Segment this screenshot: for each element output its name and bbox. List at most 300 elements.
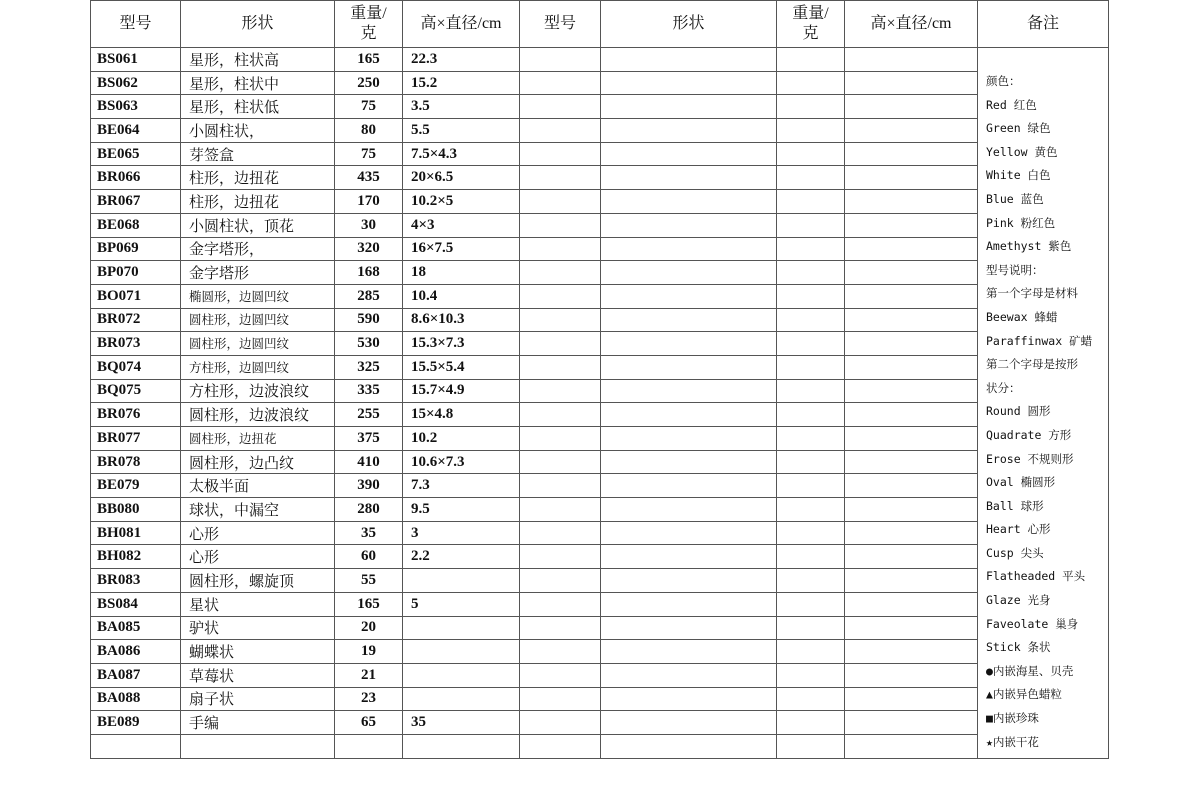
note-line: Heart 心形: [986, 522, 1051, 537]
row-dimension-right: [845, 332, 978, 356]
table-row: [91, 687, 1109, 711]
row-weight-right: [777, 119, 845, 143]
row-dimension-right: [845, 95, 978, 119]
row-dimension: 18: [403, 261, 520, 285]
note-line: 第一个字母是材料: [986, 286, 1078, 301]
table-row: [91, 166, 1109, 190]
row-weight: 165: [335, 592, 403, 616]
row-dimension: 10.2×5: [403, 190, 520, 214]
header-notes: 备注: [978, 1, 1109, 48]
note-line: Pink 粉红色: [986, 215, 1056, 230]
row-code-right: [520, 474, 601, 498]
row-code-right: [520, 640, 601, 664]
row-dimension-right: [845, 640, 978, 664]
row-shape-right: [601, 119, 777, 143]
row-weight: 375: [335, 427, 403, 451]
row-weight: 75: [335, 142, 403, 166]
row-code: BQ075: [91, 379, 181, 403]
row-weight: 320: [335, 237, 403, 261]
row-dimension: 15.3×7.3: [403, 332, 520, 356]
table-row: [91, 379, 1109, 403]
row-shape-text: 圆柱形，边圆凹纹: [189, 313, 290, 328]
row-code-right: [520, 379, 601, 403]
table-row: [91, 569, 1109, 593]
row-shape-right: [601, 569, 777, 593]
row-shape-right: [601, 427, 777, 451]
table-row: [91, 261, 1109, 285]
note-line: Erose 不规则形: [986, 451, 1074, 466]
row-shape-right: [601, 450, 777, 474]
row-shape: 扇子状: [181, 687, 335, 711]
notes-cell: [978, 48, 1109, 759]
row-shape-right: [601, 213, 777, 237]
row-code: BA087: [91, 663, 181, 687]
row-code: [91, 734, 181, 758]
table-body: [91, 48, 1109, 759]
table-row: [91, 355, 1109, 379]
row-dimension-right: [845, 142, 978, 166]
row-dimension: 9.5: [403, 498, 520, 522]
row-code-right: [520, 687, 601, 711]
row-code-right: [520, 569, 601, 593]
row-code: BE068: [91, 213, 181, 237]
row-dimension: 22.3: [403, 48, 520, 72]
row-weight-right: [777, 166, 845, 190]
row-code: BR073: [91, 332, 181, 356]
row-shape: 驴状: [181, 616, 335, 640]
row-weight: 168: [335, 261, 403, 285]
row-code-right: [520, 308, 601, 332]
row-shape: 芽签盒: [181, 142, 335, 166]
row-weight-right: [777, 640, 845, 664]
row-code-right: [520, 142, 601, 166]
row-dimension-right: [845, 48, 978, 72]
table-row: [91, 450, 1109, 474]
row-weight-right: [777, 592, 845, 616]
row-dimension: 15.7×4.9: [403, 379, 520, 403]
row-weight: 165: [335, 48, 403, 72]
row-code-right: [520, 284, 601, 308]
note-line: Faveolate 巢身: [986, 616, 1079, 631]
row-weight: 435: [335, 166, 403, 190]
note-line: Blue 蓝色: [986, 191, 1044, 206]
row-shape-right: [601, 142, 777, 166]
note-line: 颜色：: [986, 74, 1021, 88]
row-dimension-right: [845, 734, 978, 758]
row-dimension: [403, 663, 520, 687]
row-shape: 星形，柱状低: [181, 95, 335, 119]
row-dimension: 7.5×4.3: [403, 142, 520, 166]
row-dimension-right: [845, 119, 978, 143]
row-shape: 圆柱形，螺旋顶: [181, 569, 335, 593]
row-weight-right: [777, 663, 845, 687]
row-shape: 方柱形，边波浪纹: [181, 379, 335, 403]
row-dimension-right: [845, 213, 978, 237]
row-shape-right: [601, 308, 777, 332]
row-weight: 60: [335, 545, 403, 569]
row-dimension: 10.2: [403, 427, 520, 451]
row-weight: 335: [335, 379, 403, 403]
row-shape-right: [601, 190, 777, 214]
row-code: BB080: [91, 498, 181, 522]
row-shape-right: [601, 237, 777, 261]
table-row: [91, 592, 1109, 616]
table-row: [91, 616, 1109, 640]
row-code: BR066: [91, 166, 181, 190]
row-weight: 30: [335, 213, 403, 237]
note-line: 状分：: [986, 380, 1021, 395]
row-shape: 星状: [181, 592, 335, 616]
header-weight-left: [335, 1, 403, 48]
header-code-right: 型号: [520, 1, 601, 48]
row-code: BS063: [91, 95, 181, 119]
header-code-left: 型号: [91, 1, 181, 48]
header-shape-left: 形状: [181, 1, 335, 48]
note-line: 第二个字母是按形: [986, 357, 1078, 372]
table-row: [91, 284, 1109, 308]
row-shape-right: [601, 734, 777, 758]
note-line: ▲内嵌异色蜡粒: [986, 687, 1062, 702]
note-line: Cusp 尖头: [986, 545, 1044, 560]
row-code-right: [520, 355, 601, 379]
row-dimension-right: [845, 687, 978, 711]
row-shape: 柱形，边扭花: [181, 166, 335, 190]
row-code: BE065: [91, 142, 181, 166]
row-shape: 圆柱形，边波浪纹: [181, 403, 335, 427]
row-code: BA088: [91, 687, 181, 711]
note-line: Red 红色: [986, 97, 1037, 112]
row-code: BR067: [91, 190, 181, 214]
row-weight: 285: [335, 284, 403, 308]
row-dimension-right: [845, 237, 978, 261]
row-shape-right: [601, 498, 777, 522]
table-row: [91, 663, 1109, 687]
row-shape: 蝴蝶状: [181, 640, 335, 664]
row-dimension: 10.6×7.3: [403, 450, 520, 474]
row-dimension-right: [845, 427, 978, 451]
row-shape-right: [601, 284, 777, 308]
header-dim-right: 高×直径/cm: [845, 1, 978, 48]
table-row: [91, 332, 1109, 356]
row-shape-right: [601, 521, 777, 545]
row-dimension-right: [845, 71, 978, 95]
note-line: 型号说明：: [986, 262, 1044, 277]
row-dimension: [403, 616, 520, 640]
row-shape: [181, 284, 335, 308]
row-shape: [181, 355, 335, 379]
row-shape-right: [601, 616, 777, 640]
row-dimension: [403, 640, 520, 664]
row-code: BA086: [91, 640, 181, 664]
row-code: BR083: [91, 569, 181, 593]
row-shape: [181, 427, 335, 451]
row-weight-right: [777, 687, 845, 711]
row-code-right: [520, 616, 601, 640]
row-weight: 21: [335, 663, 403, 687]
header-weight-part1: 重量/: [350, 5, 387, 22]
row-dimension: 2.2: [403, 545, 520, 569]
note-line: Stick 条状: [986, 640, 1051, 655]
row-shape-right: [601, 592, 777, 616]
table-row: [91, 734, 1109, 758]
note-line: ★内嵌干花: [986, 734, 1039, 749]
row-dimension: 35: [403, 711, 520, 735]
row-weight: [335, 734, 403, 758]
note-line: Amethyst 紫色: [986, 239, 1072, 254]
row-code-right: [520, 498, 601, 522]
row-shape-right: [601, 71, 777, 95]
row-dimension-right: [845, 663, 978, 687]
row-dimension: [403, 687, 520, 711]
row-shape: 太极半面: [181, 474, 335, 498]
row-weight: 280: [335, 498, 403, 522]
row-weight-right: [777, 355, 845, 379]
header-shape-right: 形状: [601, 1, 777, 48]
row-dimension: [403, 569, 520, 593]
row-weight: 75: [335, 95, 403, 119]
row-weight: 390: [335, 474, 403, 498]
row-code-right: [520, 237, 601, 261]
row-shape-text: 椭圆形，边圆凹纹: [189, 289, 290, 304]
row-dimension-right: [845, 166, 978, 190]
row-weight-right: [777, 521, 845, 545]
row-weight-right: [777, 569, 845, 593]
table-row: [91, 427, 1109, 451]
row-dimension-right: [845, 616, 978, 640]
row-dimension-right: [845, 379, 978, 403]
note-line: Oval 椭圆形: [986, 475, 1056, 490]
row-shape-right: [601, 474, 777, 498]
row-code-right: [520, 332, 601, 356]
row-code: BS061: [91, 48, 181, 72]
note-line: Flatheaded 平头: [986, 569, 1086, 584]
row-weight-right: [777, 48, 845, 72]
row-shape-right: [601, 711, 777, 735]
row-dimension-right: [845, 190, 978, 214]
note-line: Yellow 黄色: [986, 144, 1058, 159]
row-shape: 心形: [181, 521, 335, 545]
row-shape-text: 圆柱形，边扭花: [189, 431, 277, 446]
row-weight: 23: [335, 687, 403, 711]
row-dimension-right: [845, 521, 978, 545]
row-code-right: [520, 592, 601, 616]
table-row: [91, 545, 1109, 569]
header-weight-part2-right: 克: [802, 25, 819, 42]
row-code: BP069: [91, 237, 181, 261]
row-dimension-right: [845, 545, 978, 569]
table-header-row: [91, 1, 1109, 48]
row-shape: 小圆柱状，: [181, 119, 335, 143]
row-dimension: 20×6.5: [403, 166, 520, 190]
note-line: ●内嵌海星、贝壳: [986, 663, 1074, 678]
row-shape-right: [601, 166, 777, 190]
row-code: BR072: [91, 308, 181, 332]
row-weight: 530: [335, 332, 403, 356]
row-shape: [181, 734, 335, 758]
row-code: BR076: [91, 403, 181, 427]
row-dimension: 16×7.5: [403, 237, 520, 261]
row-shape-right: [601, 332, 777, 356]
table-row: [91, 71, 1109, 95]
row-shape-right: [601, 379, 777, 403]
row-weight-right: [777, 237, 845, 261]
table-row: [91, 640, 1109, 664]
note-line: Beewax 蜂蜡: [986, 309, 1058, 324]
row-dimension-right: [845, 474, 978, 498]
row-shape: 星形，柱状高: [181, 48, 335, 72]
table-row: [91, 142, 1109, 166]
row-shape-right: [601, 687, 777, 711]
row-weight: 325: [335, 355, 403, 379]
row-shape-right: [601, 48, 777, 72]
row-dimension: 7.3: [403, 474, 520, 498]
row-shape: 柱形，边扭花: [181, 190, 335, 214]
row-shape-right: [601, 95, 777, 119]
row-weight-right: [777, 474, 845, 498]
row-dimension: 3.5: [403, 95, 520, 119]
row-dimension-right: [845, 403, 978, 427]
product-table: [90, 0, 1109, 759]
note-line: Ball 球形: [986, 498, 1044, 513]
row-shape-right: [601, 545, 777, 569]
row-dimension: 5: [403, 592, 520, 616]
row-shape: [181, 308, 335, 332]
row-shape: 草莓状: [181, 663, 335, 687]
row-weight-right: [777, 308, 845, 332]
row-code: BS084: [91, 592, 181, 616]
row-code: BA085: [91, 616, 181, 640]
row-weight-right: [777, 71, 845, 95]
row-shape: 小圆柱状，顶花: [181, 213, 335, 237]
row-shape-text: 圆柱形，边圆凹纹: [189, 337, 290, 352]
row-code: BR078: [91, 450, 181, 474]
row-dimension: 4×3: [403, 213, 520, 237]
row-shape: 心形: [181, 545, 335, 569]
row-weight-right: [777, 95, 845, 119]
row-shape-right: [601, 403, 777, 427]
row-code: BR077: [91, 427, 181, 451]
header-weight-part1-right: 重量/: [792, 5, 829, 22]
row-dimension-right: [845, 308, 978, 332]
row-code-right: [520, 734, 601, 758]
row-weight-right: [777, 213, 845, 237]
table-row: [91, 711, 1109, 735]
row-code-right: [520, 95, 601, 119]
row-shape-text: 方柱形，边圆凹纹: [189, 360, 290, 375]
row-code-right: [520, 403, 601, 427]
row-code: BQ074: [91, 355, 181, 379]
row-dimension-right: [845, 592, 978, 616]
row-weight: 35: [335, 521, 403, 545]
header-weight-right: [777, 1, 845, 48]
row-dimension: 5.5: [403, 119, 520, 143]
row-weight-right: [777, 379, 845, 403]
row-weight: 65: [335, 711, 403, 735]
row-weight-right: [777, 498, 845, 522]
row-weight-right: [777, 261, 845, 285]
table-row: [91, 48, 1109, 72]
row-weight-right: [777, 616, 845, 640]
row-code: BE089: [91, 711, 181, 735]
row-dimension: 8.6×10.3: [403, 308, 520, 332]
row-weight-right: [777, 332, 845, 356]
header-dim-left: 高×直径/cm: [403, 1, 520, 48]
row-weight-right: [777, 450, 845, 474]
row-shape: [181, 332, 335, 356]
row-dimension: 15.2: [403, 71, 520, 95]
table-row: [91, 403, 1109, 427]
row-shape: 手编: [181, 711, 335, 735]
row-code: BP070: [91, 261, 181, 285]
row-code-right: [520, 663, 601, 687]
row-dimension-right: [845, 284, 978, 308]
row-shape: 金字塔形，: [181, 237, 335, 261]
row-shape-right: [601, 663, 777, 687]
row-code-right: [520, 190, 601, 214]
row-weight-right: [777, 427, 845, 451]
row-dimension-right: [845, 261, 978, 285]
note-line: White 白色: [986, 168, 1051, 183]
row-dimension: 15.5×5.4: [403, 355, 520, 379]
product-spec-sheet: [90, 0, 1108, 759]
table-row: [91, 498, 1109, 522]
row-code: BO071: [91, 284, 181, 308]
row-weight: 20: [335, 616, 403, 640]
row-weight: 80: [335, 119, 403, 143]
row-weight: 250: [335, 71, 403, 95]
header-weight-part2: 克: [360, 25, 377, 42]
row-weight-right: [777, 545, 845, 569]
row-code-right: [520, 450, 601, 474]
row-shape-right: [601, 261, 777, 285]
row-weight: 255: [335, 403, 403, 427]
row-code: BE079: [91, 474, 181, 498]
row-weight: 170: [335, 190, 403, 214]
table-row: [91, 474, 1109, 498]
row-code-right: [520, 521, 601, 545]
note-line: Paraffinwax 矿蜡: [986, 333, 1093, 348]
row-shape: 星形，柱状中: [181, 71, 335, 95]
row-dimension-right: [845, 569, 978, 593]
note-line: Round 圆形: [986, 404, 1051, 419]
row-dimension-right: [845, 450, 978, 474]
row-dimension: 15×4.8: [403, 403, 520, 427]
table-row: [91, 213, 1109, 237]
row-weight: 410: [335, 450, 403, 474]
table-row: [91, 190, 1109, 214]
row-dimension-right: [845, 711, 978, 735]
row-dimension: 10.4: [403, 284, 520, 308]
table-row: [91, 237, 1109, 261]
row-weight-right: [777, 734, 845, 758]
row-code: BH081: [91, 521, 181, 545]
row-code-right: [520, 545, 601, 569]
row-dimension: 3: [403, 521, 520, 545]
row-code-right: [520, 48, 601, 72]
note-line: Quadrate 方形: [986, 427, 1072, 442]
table-row: [91, 521, 1109, 545]
row-shape: 球状，中漏空: [181, 498, 335, 522]
row-weight: 55: [335, 569, 403, 593]
row-weight-right: [777, 284, 845, 308]
row-shape-right: [601, 355, 777, 379]
row-dimension-right: [845, 498, 978, 522]
note-line: ■内嵌珍珠: [986, 711, 1039, 726]
row-shape-right: [601, 640, 777, 664]
row-code: BH082: [91, 545, 181, 569]
row-shape: 圆柱形，边凸纹: [181, 450, 335, 474]
row-code-right: [520, 261, 601, 285]
